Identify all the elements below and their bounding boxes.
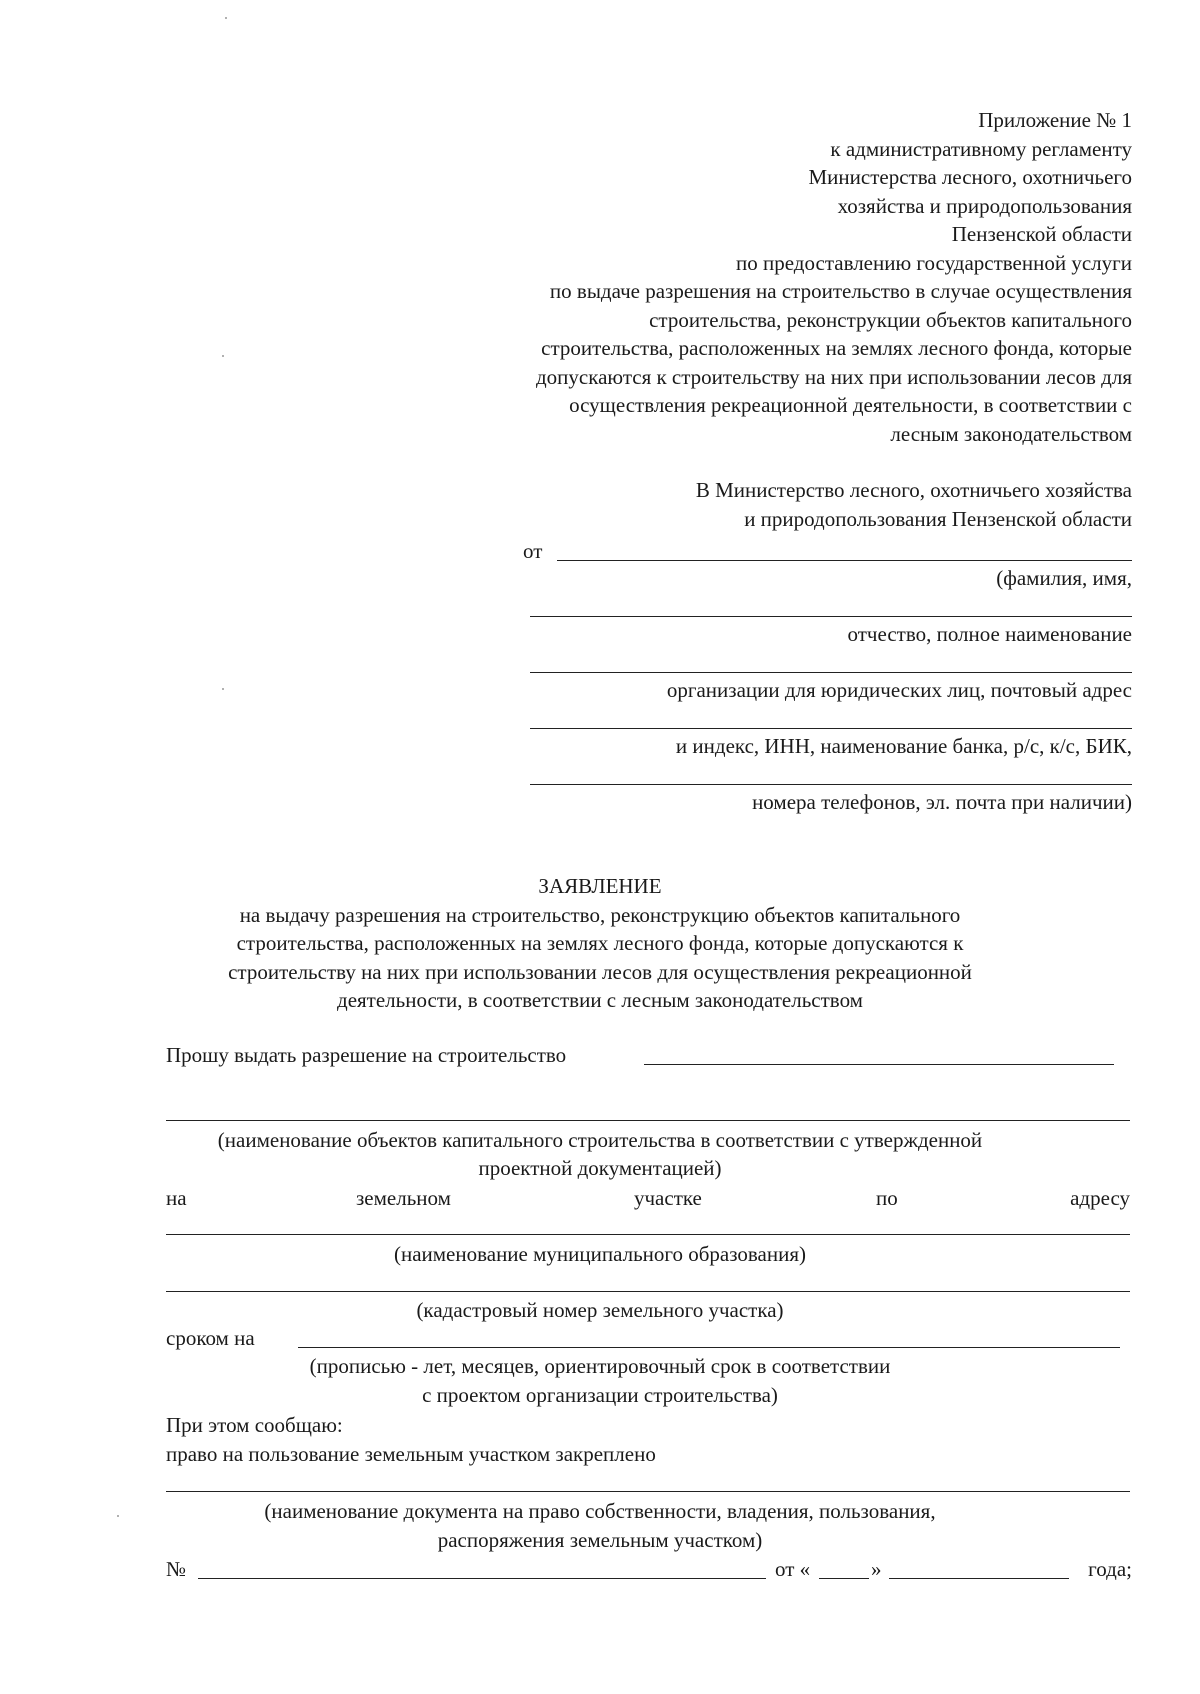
term-label: сроком на	[166, 1326, 255, 1350]
scan-speck	[222, 355, 224, 357]
addressee-line: В Министерство лесного, охотничьего хозяйства	[695, 478, 1132, 502]
number-sign: №	[166, 1557, 187, 1581]
appendix-line: по выдаче разрешения на строительство в случае осуществления	[549, 279, 1132, 303]
document-day-field[interactable]	[819, 1578, 869, 1579]
scan-speck	[225, 17, 227, 19]
plot-word: по	[876, 1186, 898, 1210]
applicant-hint: отчество, полное наименование	[847, 622, 1132, 646]
document-hint: (наименование документа на право собственности, владения, пользования,	[264, 1499, 936, 1523]
plot-word: на	[166, 1186, 187, 1210]
appendix-line: Пензенской области	[951, 222, 1132, 246]
appendix-line: строительства, расположенных на землях лесного фонда, которые	[541, 336, 1132, 360]
title-line: деятельности, в соответствии с лесным законодательством	[337, 988, 863, 1012]
applicant-hint: (фамилия, имя,	[996, 566, 1132, 590]
appendix-line: по предоставлению государственной услуги	[736, 251, 1132, 275]
appendix-line: строительства, реконструкции объектов капитального	[649, 308, 1132, 332]
applicant-address-field[interactable]	[530, 728, 1132, 729]
date-from-label: от «	[775, 1557, 811, 1581]
appendix-line: хозяйства и природопользования	[837, 194, 1132, 218]
permit-object-field[interactable]	[644, 1064, 1114, 1065]
title-line: на выдачу разрешения на строительство, реконструкцию объектов капитального	[239, 903, 961, 927]
cadastral-number-field[interactable]	[166, 1291, 1130, 1292]
plot-word: земельном	[356, 1186, 451, 1210]
appendix-line: осуществления рекреационной деятельности, в соответствии с	[569, 393, 1132, 417]
plot-word: адресу	[1070, 1186, 1130, 1210]
year-word: года;	[1088, 1557, 1132, 1581]
document-hint: распоряжения земельным участком)	[437, 1528, 763, 1552]
term-field[interactable]	[298, 1347, 1120, 1348]
applicant-hint: и индекс, ИНН, наименование банка, р/с, к/с, БИК,	[675, 734, 1132, 758]
applicant-hint: номера телефонов, эл. почта при наличии)	[752, 790, 1132, 814]
appendix-line: к административному регламенту	[830, 137, 1132, 161]
document-month-field[interactable]	[889, 1578, 1069, 1579]
term-hint: (прописью - лет, месяцев, ориентировочный срок в соответствии	[309, 1354, 891, 1378]
object-hint: (наименование объектов капитального строительства в соответствии с утвержденной	[217, 1128, 983, 1152]
land-right-document-field[interactable]	[166, 1491, 1130, 1492]
applicant-name-field[interactable]	[557, 560, 1132, 561]
plot-address-field[interactable]	[166, 1234, 1130, 1235]
addressee-line: и природопользования Пензенской области	[744, 507, 1132, 531]
applicant-patronymic-field[interactable]	[530, 616, 1132, 617]
title-line: строительству на них при использовании лесов для осуществления рекреационной	[228, 960, 972, 984]
land-right-label: право на пользование земельным участком закреплено	[166, 1442, 656, 1466]
object-name-field[interactable]	[166, 1120, 1130, 1121]
request-label: Прошу выдать разрешение на строительство	[166, 1043, 567, 1067]
appendix-line: допускаются к строительству на них при использовании лесов для	[535, 365, 1132, 389]
applicant-organization-field[interactable]	[530, 672, 1132, 673]
document-number-field[interactable]	[198, 1578, 766, 1579]
date-close-quote: »	[871, 1557, 882, 1581]
appendix-line: Приложение № 1	[978, 108, 1132, 132]
municipality-hint: (наименование муниципального образования)	[393, 1242, 807, 1266]
scan-speck	[222, 688, 224, 690]
cadastral-hint: (кадастровый номер земельного участка)	[416, 1298, 784, 1322]
from-label: от	[523, 539, 543, 563]
applicant-contacts-field[interactable]	[530, 784, 1132, 785]
inform-label: При этом сообщаю:	[166, 1413, 343, 1437]
title-heading: ЗАЯВЛЕНИЕ	[538, 874, 662, 898]
term-hint: с проектом организации строительства)	[422, 1383, 778, 1407]
appendix-line: Министерства лесного, охотничьего	[808, 165, 1132, 189]
title-line: строительства, расположенных на землях лесного фонда, которые допускаются к	[236, 931, 964, 955]
applicant-hint: организации для юридических лиц, почтовый адрес	[666, 678, 1132, 702]
appendix-line: лесным законодательством	[890, 422, 1132, 446]
plot-word: участке	[634, 1186, 702, 1210]
object-hint: проектной документацией)	[478, 1156, 722, 1180]
